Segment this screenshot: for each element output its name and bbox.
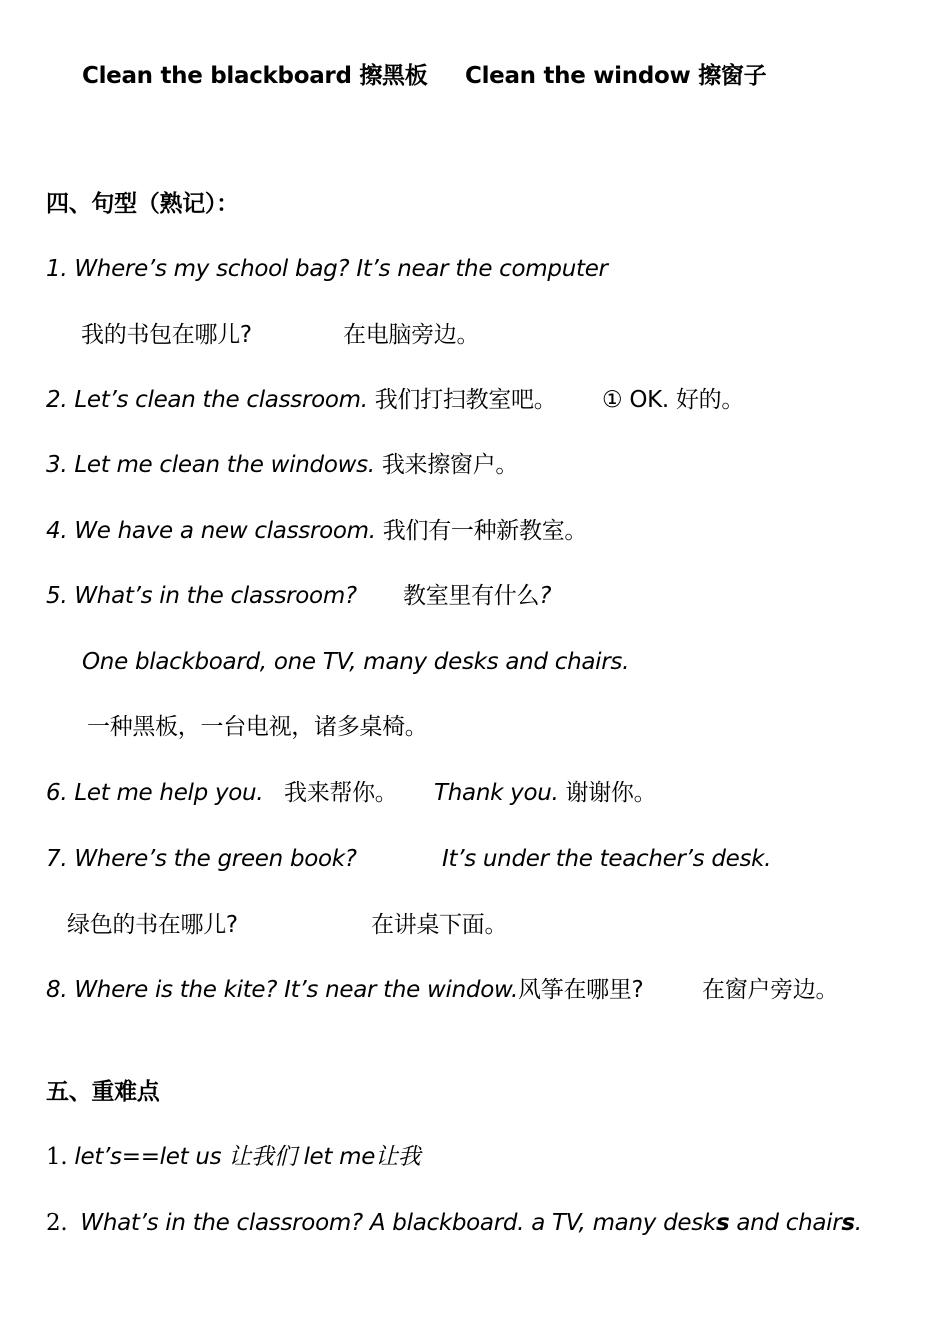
vocab-item-2-zh: 擦窗子 bbox=[698, 63, 767, 89]
sentence-3-zh: 我来擦窗户。 bbox=[381, 452, 519, 478]
point-2-plural-s-1: s bbox=[715, 1210, 730, 1236]
vocab-line bbox=[82, 61, 427, 91]
sentence-7-en-a: 7. Where’s the green book? bbox=[46, 846, 357, 872]
sentence-5-en: 5. What’s in the classroom? bbox=[46, 583, 357, 609]
section-5-heading: 五、重难点 bbox=[46, 1079, 160, 1105]
sentence-3 bbox=[46, 450, 518, 480]
sentence-5-zh-line bbox=[403, 581, 551, 611]
point-2-plural-s-2: s bbox=[841, 1210, 855, 1236]
sentence-6-zh-b: 谢谢你。 bbox=[565, 780, 657, 806]
sentence-3-en: 3. Let me clean the windows. bbox=[46, 452, 375, 478]
sentence-2-reply: ① OK. 好的。 bbox=[602, 387, 745, 413]
sentence-5-answer-zh: 一种黑板，一台电视，诸多桌椅。 bbox=[87, 714, 428, 740]
sentence-6-b bbox=[434, 778, 656, 808]
point-2-number: 2. bbox=[46, 1210, 68, 1236]
sentence-2-en: 2. Let’s clean the classroom. bbox=[46, 387, 368, 413]
sentence-7-zh-a: 绿色的书在哪儿? bbox=[67, 912, 238, 938]
point-2-text bbox=[80, 1210, 861, 1236]
vocab-item-2-en: Clean the window bbox=[465, 63, 691, 89]
sentence-6-a bbox=[46, 778, 263, 808]
sentence-1-en: 1. Where’s my school bag? It’s near the computer bbox=[46, 256, 608, 282]
sentence-2-zh: 我们打扫教室吧。 bbox=[374, 387, 557, 413]
point-1-en-b: let me bbox=[303, 1144, 376, 1170]
sentence-6-en-b: Thank you. bbox=[434, 780, 559, 806]
sentence-4 bbox=[46, 516, 587, 546]
sentence-8-en: 8. Where is the kite? It’s near the window. bbox=[46, 977, 519, 1003]
sentence-4-zh: 我们有一种新教室。 bbox=[382, 518, 588, 544]
sentence-4-en: 4. We have a new classroom. bbox=[46, 518, 376, 544]
point-1 bbox=[46, 1142, 420, 1172]
sentence-5-zh: 教室里有什么 bbox=[403, 583, 540, 609]
sentence-7-en-b: It’s under the teacher’s desk. bbox=[442, 846, 772, 872]
sentence-5-question-mark: ? bbox=[539, 583, 552, 609]
section-4-heading: 四、句型（熟记）： bbox=[46, 191, 239, 217]
sentence-6-en-a: 6. Let me help you. bbox=[46, 780, 264, 806]
point-1-zh-a: 让我们 bbox=[228, 1144, 297, 1170]
sentence-8 bbox=[46, 975, 643, 1005]
point-2 bbox=[46, 1208, 862, 1238]
sentence-1-zh-a: 我的书包在哪儿? bbox=[81, 322, 252, 348]
sentence-7-zh-b: 在讲桌下面。 bbox=[371, 912, 508, 938]
point-1-zh-b: 让我 bbox=[375, 1144, 421, 1170]
point-2-text-a: What’s in the classroom? A blackboard. a TV, many desk bbox=[80, 1210, 716, 1236]
vocab-item-1-en: Clean the blackboard bbox=[82, 63, 352, 89]
point-2-end: . bbox=[854, 1210, 862, 1236]
sentence-1-zh-b: 在电脑旁边。 bbox=[343, 322, 480, 348]
sentence-2 bbox=[46, 385, 556, 415]
point-1-en: let’s==let us bbox=[74, 1144, 222, 1170]
sentence-6-zh-a: 我来帮你。 bbox=[284, 780, 398, 806]
point-2-text-b: and chair bbox=[729, 1210, 842, 1236]
sentence-8-zh-b: 在窗户旁边。 bbox=[702, 977, 839, 1003]
vocab-line-2 bbox=[465, 61, 766, 91]
sentence-5-answer-en: One blackboard, one TV, many desks and chairs. bbox=[82, 649, 630, 675]
point-1-number: 1. bbox=[46, 1144, 68, 1170]
vocab-item-1-zh: 擦黑板 bbox=[359, 63, 428, 89]
sentence-8-zh-a: 风筝在哪里? bbox=[518, 977, 644, 1003]
